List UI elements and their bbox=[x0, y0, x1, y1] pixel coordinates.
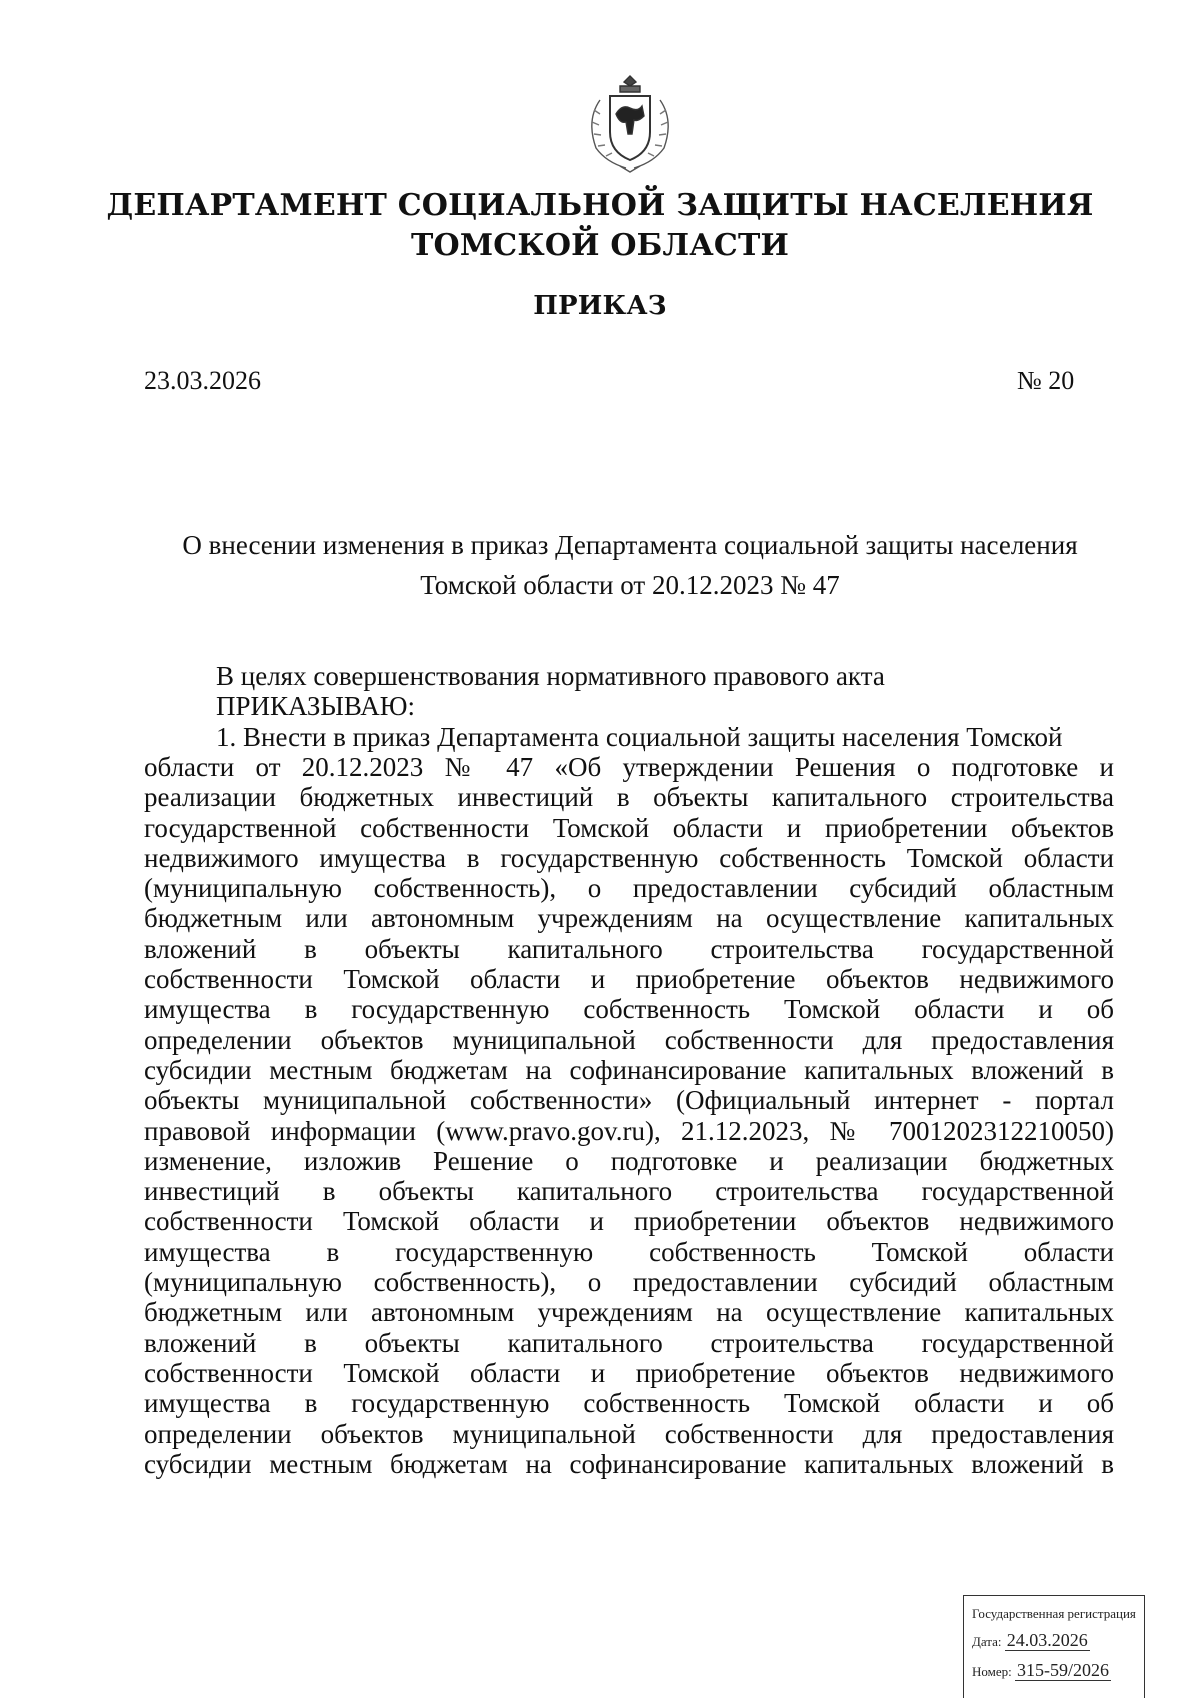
stamp-title: Государственная регистрация bbox=[972, 1606, 1136, 1621]
body-line: определении объектов муниципальной собственности для предоставления bbox=[144, 1418, 1114, 1449]
body-line: (муниципальную собственность), о предоставлении субсидий областным bbox=[144, 1267, 1114, 1297]
registration-stamp bbox=[963, 1595, 1145, 1698]
body-line: имущества в государственную собственность Томской области bbox=[144, 1236, 1114, 1267]
body-line: субсидии местным бюджетам на софинансирование капитальных вложений в bbox=[144, 1448, 1114, 1479]
body-line: изменение, изложив Решение о подготовке и реализации бюджетных bbox=[144, 1145, 1114, 1176]
body-line: объекты муниципальной собственности» (Официальный интернет - портал bbox=[144, 1085, 1114, 1116]
coat-of-arms-icon bbox=[570, 70, 690, 175]
body-line: недвижимого имущества в государственную собственность Томской области bbox=[144, 842, 1114, 873]
order-number: № 20 bbox=[1017, 366, 1075, 395]
body-line: В целях совершенствования нормативного правового акта bbox=[216, 661, 885, 691]
department-title-line1: ДЕПАРТАМЕНТ СОЦИАЛЬНОЙ ЗАЩИТЫ НАСЕЛЕНИЯ bbox=[106, 188, 1094, 223]
stamp-date-value: 24.03.2026 bbox=[1006, 1630, 1088, 1650]
body-line: ПРИКАЗЫВАЮ: bbox=[216, 691, 415, 722]
body-line: области от 20.12.2023 № 47 «Об утверждении Решения о подготовке и bbox=[144, 751, 1114, 782]
stamp-number-label: Номер: bbox=[972, 1664, 1012, 1679]
body-line: инвестиций в объекты капитального строительства государственной bbox=[144, 1176, 1114, 1207]
stamp-number-value: 315-59/2026 bbox=[1017, 1660, 1109, 1680]
body-line: субсидии местным бюджетам на софинансирование капитальных вложений в bbox=[144, 1054, 1114, 1085]
body-line: бюджетным или автономным учреждениям на осуществление капитальных bbox=[144, 903, 1114, 934]
body-line: реализации бюджетных инвестиций в объекты капитального строительства bbox=[144, 782, 1114, 813]
department-title-line2: ТОМСКОЙ ОБЛАСТИ bbox=[410, 228, 790, 263]
body-line: вложений в объекты капитального строительства государственной bbox=[144, 933, 1114, 964]
body-line: правовой информации (www.pravo.gov.ru), 21.12.2023, № 7001202312210050) bbox=[144, 1115, 1114, 1146]
body-line: собственности Томской области и приобретение объектов недвижимого bbox=[144, 1357, 1114, 1388]
body-line: собственности Томской области и приобретении объектов недвижимого bbox=[144, 1206, 1114, 1237]
body-line: государственной собственности Томской области и приобретении объектов bbox=[144, 812, 1114, 843]
body-line: определении объектов муниципальной собственности для предоставления bbox=[144, 1024, 1114, 1055]
document-type: ПРИКАЗ bbox=[533, 291, 667, 321]
subject-line1: О внесении изменения в приказ Департамента социальной защиты населения bbox=[182, 530, 1078, 560]
body-line: (муниципальную собственность), о предоставлении субсидий областным bbox=[144, 873, 1114, 904]
stamp-number-row bbox=[972, 1660, 1111, 1681]
stamp-date-label: Дата: bbox=[972, 1634, 1002, 1649]
body-line: имущества в государственную собственность Томской области и об bbox=[144, 994, 1114, 1025]
body-line: имущества в государственную собственность Томской области и об bbox=[144, 1388, 1114, 1419]
body-line: 1. Внести в приказ Департамента социальной защиты населения Томской bbox=[216, 721, 1063, 752]
body-line: вложений в объекты капитального строительства государственной bbox=[144, 1327, 1114, 1358]
subject-line2: Томской области от 20.12.2023 № 47 bbox=[420, 570, 840, 600]
body-line: собственности Томской области и приобретение объектов недвижимого bbox=[144, 964, 1114, 994]
order-date: 23.03.2026 bbox=[144, 366, 261, 395]
stamp-date-row bbox=[972, 1630, 1090, 1651]
body-line: бюджетным или автономным учреждениям на осуществление капитальных bbox=[144, 1297, 1114, 1328]
